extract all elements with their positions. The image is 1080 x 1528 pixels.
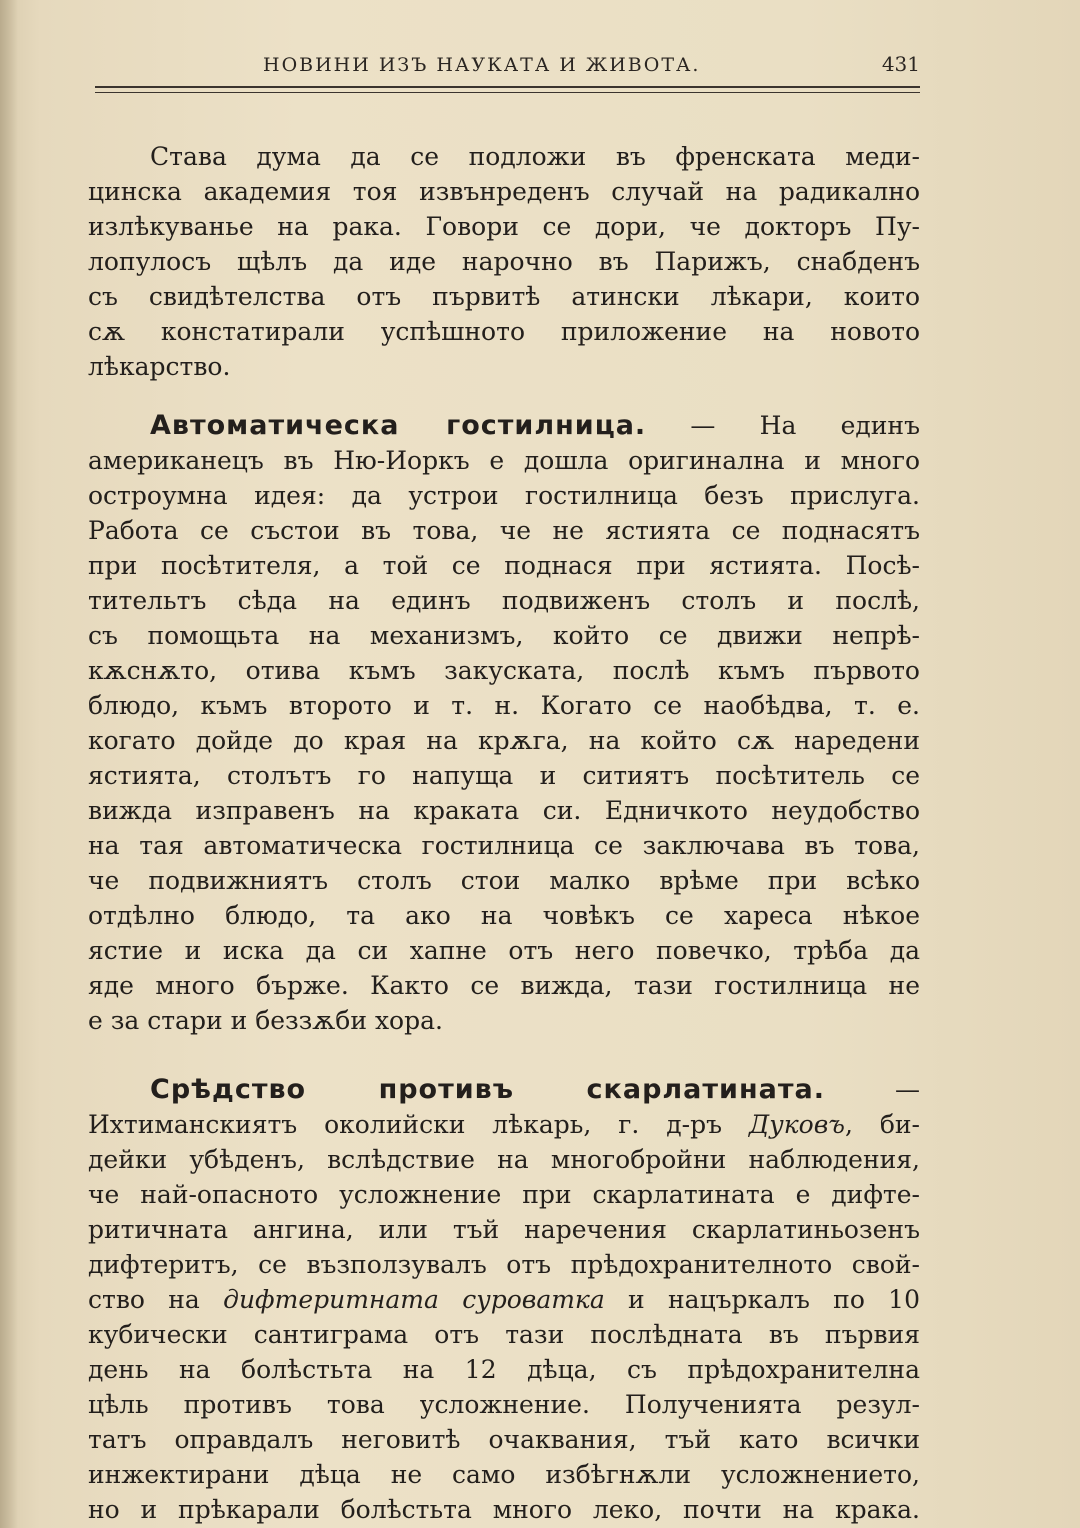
paragraph-line: цинска академия тоя извънреденъ случай на радикално	[88, 177, 920, 206]
article-cancer-cure	[88, 139, 920, 384]
paragraph-line: отдѣлно блюдо, та ако на човѣкъ се хареса нѣкое	[88, 901, 920, 930]
paragraph-line: че подвижниятъ столъ стои малко врѣме при всѣко	[88, 866, 920, 895]
paragraph-line: сѫ констатирали успѣшното приложение на новото	[88, 317, 920, 346]
paragraph-line: татъ оправдалъ неговитѣ очаквания, тъй като всички	[88, 1425, 920, 1454]
paragraph-line: е за стари и беззѫби хора.	[88, 1006, 443, 1035]
page-number: 431	[881, 52, 920, 76]
doctor-name: Дуковъ	[748, 1110, 845, 1139]
paragraph-line: при посѣтителя, а той се поднася при ястията. Посѣ-	[88, 551, 920, 580]
article-automatic-restaurant	[88, 408, 920, 1038]
serum-term: дифтеритната суроватка	[223, 1285, 605, 1314]
paragraph-line: ястията, столътъ го напуща и ситиятъ посѣтитель се	[88, 761, 920, 790]
paragraph-line: ястие и иска да си хапне отъ него повечко, трѣба да	[88, 936, 920, 965]
paragraph-line: ритичната ангина, или тъй наречения скарлатиньозенъ	[88, 1215, 920, 1244]
paragraph-line: кѫснѫто, отива къмъ закуската, послѣ къмъ първото	[88, 656, 920, 685]
paragraph-line: излѣкуванье на рака. Говори се дори, че докторъ Пу-	[88, 212, 920, 241]
paragraph-line: на тая автоматическа гостилница се заключава въ това,	[88, 831, 920, 860]
paragraph-line: дейки убѣденъ, вслѣдствие на многобройни наблюдения,	[88, 1145, 920, 1174]
paragraph-line: лопулосъ щѣлъ да иде нарочно въ Парижъ, снабденъ	[88, 247, 920, 276]
line-text: , би-	[844, 1110, 920, 1139]
paragraph-line: че най-опасното усложнение при скарлатината е дифте-	[88, 1180, 920, 1209]
heading-tail: — На единъ	[646, 411, 920, 440]
line-text: ство на	[88, 1285, 224, 1314]
line-text: Ихтиманскиятъ околийски лѣкарь, г. д-ръ	[88, 1110, 749, 1139]
paragraph-line: блюдо, къмъ второто и т. н. Когато се наобѣдва, т. е.	[88, 691, 920, 720]
paragraph-line: инжектирани дѣца не само избѣгнѫли усложнението,	[88, 1460, 920, 1489]
paragraph-line: остроумна идея: да устрои гостилница безъ прислуга.	[88, 481, 920, 510]
paragraph-line: день на болѣстьта на 12 дѣца, съ прѣдохранителна	[88, 1355, 920, 1384]
article-heading: Автоматическа гостилница.	[150, 410, 647, 441]
paragraph-line: Работа се състои въ това, че не ястията се поднасятъ	[88, 516, 920, 545]
paragraph-line: яде много бърже. Както се вижда, тази гостилница не	[88, 971, 920, 1000]
paragraph-line	[88, 1282, 920, 1317]
paragraph-line: но и прѣкарали болѣстьта много леко, почти на крака.	[88, 1495, 920, 1524]
paragraph-line: вижда изправенъ на краката си. Едничкото неудобство	[88, 796, 920, 825]
article-heading: Срѣдство противъ скарлатината.	[150, 1074, 825, 1105]
page-header	[95, 52, 920, 82]
article-scarlatina-remedy	[88, 1072, 920, 1527]
line-text: и нацъркалъ по 10	[604, 1285, 920, 1314]
running-title: НОВИНИ ИЗЪ НАУКАТА И ЖИВОТА.	[263, 54, 701, 76]
paragraph-line	[88, 1107, 920, 1142]
paragraph-line: съ свидѣтелства отъ първитѣ атински лѣкари, които	[88, 282, 920, 311]
paragraph-line: Става дума да се подложи въ френската меди-	[150, 142, 920, 171]
paragraph-line: кубически сантиграма отъ тази послѣдната въ първия	[88, 1320, 920, 1349]
paragraph-line: тительтъ сѣда на единъ подвиженъ столъ и послѣ,	[88, 586, 920, 615]
header-rule-thin	[95, 92, 920, 93]
article-heading-line	[88, 408, 920, 443]
paragraph-line: когато дойде до края на крѫга, на който сѫ наредени	[88, 726, 920, 755]
article-heading-line	[88, 1072, 920, 1107]
heading-tail: —	[824, 1075, 920, 1104]
header-rule-thick	[95, 86, 920, 88]
paragraph-line: лѣкарство.	[88, 352, 231, 381]
paragraph-line: съ помощьта на механизмъ, който се движи непрѣ-	[88, 621, 920, 650]
binding-shadow	[0, 0, 18, 1528]
paragraph-line: цѣль противъ това усложнение. Полученията резул-	[88, 1390, 920, 1419]
paragraph-line: американецъ въ Ню-Иоркъ е дошла оригинална и много	[88, 446, 920, 475]
paragraph-line: дифтеритъ, се възползувалъ отъ прѣдохранителното свой-	[88, 1250, 920, 1279]
